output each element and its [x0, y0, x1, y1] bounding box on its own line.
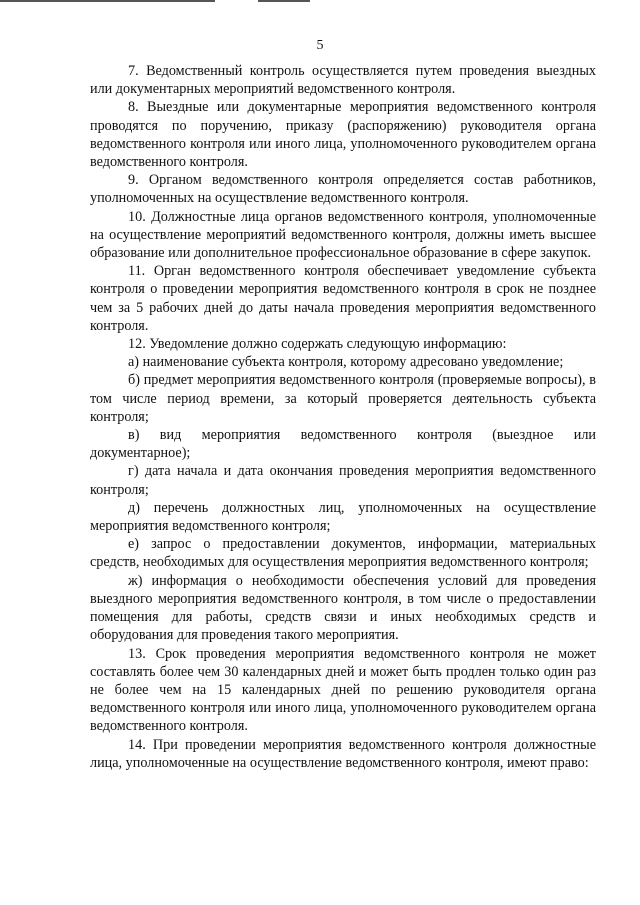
list-item-zh: ж) информация о необходимости обеспечения условий для проведения выездного мероприятия ведомственного контроля, в том числе о предоставлении помещения для работы, средств связи и иных необходимых средств и оборудования для проведения такого мероприятия. — [90, 572, 596, 644]
page-number: 5 — [316, 38, 324, 53]
paragraph-9: 9. Органом ведомственного контроля определяется состав работников, уполномоченных на осуществление ведомственного контроля. — [90, 172, 596, 207]
paragraph-13: 13. Срок проведения мероприятия ведомственного контроля не может составлять более чем 30 календарных дней и может быть продлен только один раз не более чем на 15 календарных дней по решению руководителя органа ведомственного контроля или иного лица, уполномоченного руководителем органа ведомственного контроля. — [90, 645, 596, 735]
list-item-g: г) дата начала и дата окончания проведения мероприятия ведомственного контроля; — [90, 463, 596, 498]
list-item-e: е) запрос о предоставлении документов, информации, материальных средств, необходимых для осуществления мероприятия ведомственного контроля; — [90, 536, 596, 571]
paragraph-10: 10. Должностные лица органов ведомственного контроля, уполномоченные на осуществление мероприятий ведомственного контроля, должны иметь высшее образование или дополнительное профессиональное образование в сфере закупок. — [90, 208, 596, 262]
list-item-a: а) наименование субъекта контроля, которому адресовано уведомление; — [128, 354, 564, 371]
list-item-b: б) предмет мероприятия ведомственного контроля (проверяемые вопросы), в том числе период времени, за который проверяется деятельность субъекта контроля; — [90, 372, 596, 425]
list-item-v: в) вид мероприятия ведомственного контроля (выездное или документарное); — [90, 427, 596, 462]
paragraph-8: 8. Выездные или документарные мероприятия ведомственного контроля проводятся по поручению, приказу (распоряжению) руководителя органа ведомственного контроля или иного лица, уполномоченного руководителем органа ведомственного контроля. — [90, 99, 596, 171]
scan-top-edge-line — [258, 0, 310, 2]
paragraph-14: 14. При проведении мероприятия ведомственного контроля должностные лица, уполномоченные на осуществление ведомственного контроля, имеют право: — [90, 736, 596, 771]
scan-top-edge-line — [0, 0, 215, 2]
paragraph-12: 12. Уведомление должно содержать следующую информацию: — [128, 336, 507, 353]
paragraph-7: 7. Ведомственный контроль осуществляется путем проведения выездных или документарных мероприятий ведомственного контроля. — [90, 63, 596, 98]
list-item-d: д) перечень должностных лиц, уполномоченных на осуществление мероприятия ведомственного контроля; — [90, 499, 596, 535]
document-body — [90, 62, 596, 772]
paragraph-11: 11. Орган ведомственного контроля обеспечивает уведомление субъекта контроля о проведении мероприятия ведомственного контроля в срок не позднее чем за 5 рабочих дней до даты начала проведения мероприятия ведомственного контроля. — [90, 263, 596, 334]
